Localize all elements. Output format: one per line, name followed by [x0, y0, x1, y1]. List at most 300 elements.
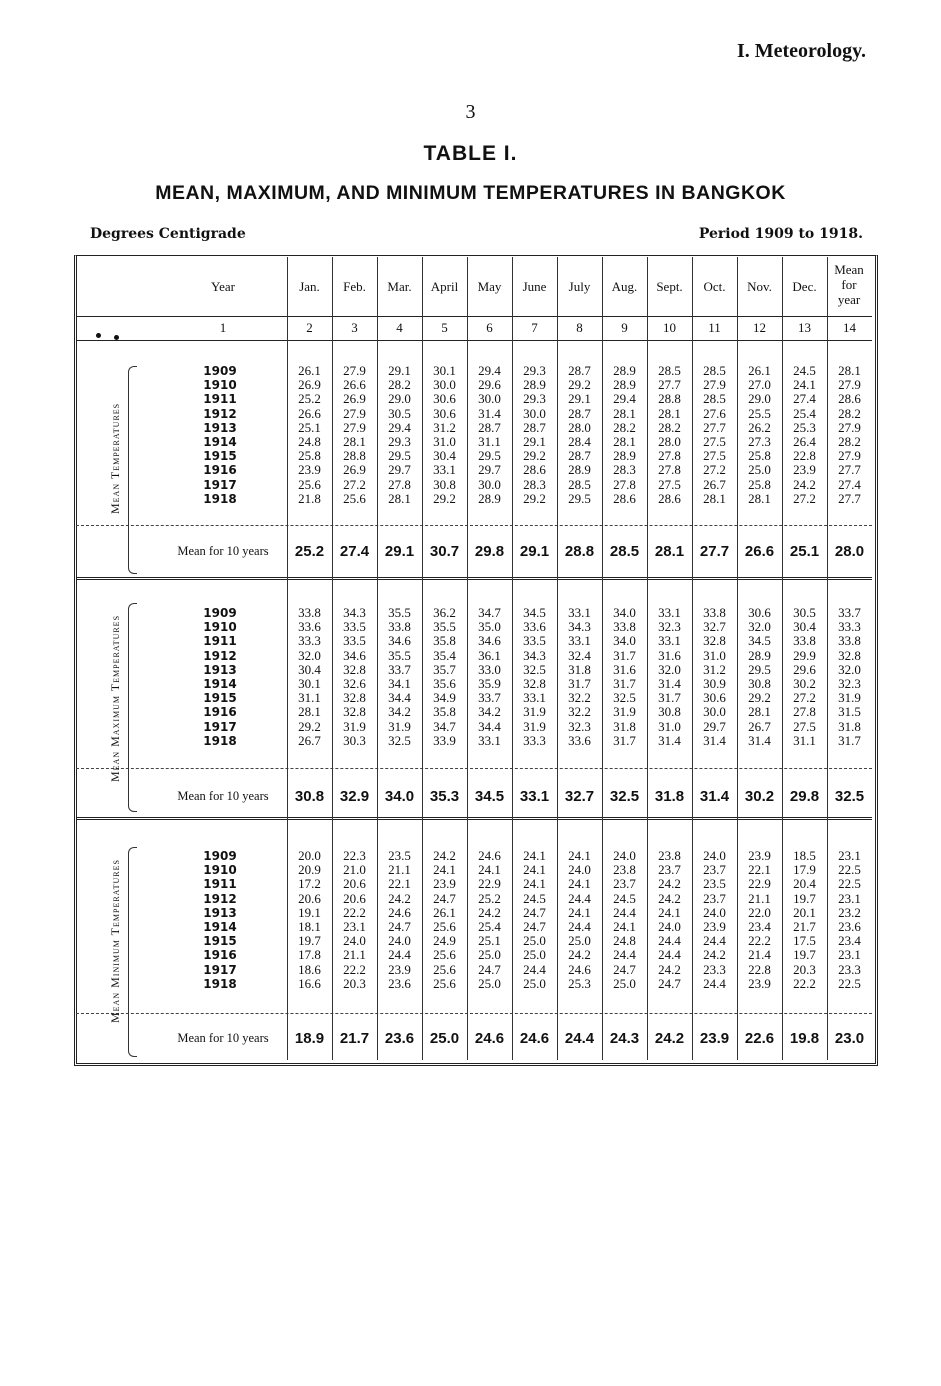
column-number: 7	[531, 320, 538, 335]
data-cell: 20.6	[343, 890, 366, 906]
data-cell: 31.0	[433, 434, 456, 449]
data-cell: 35.8	[433, 633, 456, 649]
table-rule	[76, 577, 872, 580]
data-cell: 28.2	[838, 434, 861, 449]
data-cell: 29.2	[433, 490, 456, 506]
data-cell: 29.0	[388, 391, 411, 407]
data-cell: 24.1	[433, 862, 456, 878]
data-cell: 22.8	[748, 961, 771, 977]
data-cell: 28.1	[658, 405, 681, 421]
data-cell: 27.2	[793, 490, 816, 506]
data-cell: 32.0	[298, 647, 321, 663]
data-cell: 33.7	[838, 605, 861, 620]
data-cell: 29.2	[523, 448, 546, 464]
data-cell: 33.3	[838, 619, 861, 635]
data-cell: 25.2	[298, 391, 321, 407]
data-cell: 28.1	[748, 704, 771, 720]
mean-cell: 28.5	[609, 543, 640, 560]
data-cell: 24.7	[478, 961, 501, 977]
mean-cell: 32.9	[339, 788, 370, 805]
data-cell: 33.5	[343, 633, 366, 649]
data-cell: 34.1	[388, 676, 411, 691]
data-cell: 22.9	[748, 876, 771, 892]
mean-cell: 33.1	[519, 788, 550, 805]
data-cell: 24.4	[613, 904, 636, 920]
data-cell: 28.1	[613, 405, 636, 421]
data-cell: 23.1	[343, 919, 366, 934]
data-cell: 31.4	[658, 732, 681, 748]
year-cell: 1910	[203, 620, 237, 635]
data-cell: 22.2	[343, 961, 366, 977]
data-cell: 20.9	[298, 862, 321, 878]
data-cell: 35.0	[478, 619, 501, 635]
data-cell: 21.7	[793, 919, 816, 934]
data-cell: 25.0	[478, 947, 501, 963]
data-cell: 22.5	[838, 975, 861, 991]
column-number: 10	[663, 320, 676, 335]
data-cell: 28.9	[523, 377, 546, 393]
data-cell: 34.2	[388, 704, 411, 720]
year-cell: 1916	[203, 948, 237, 963]
year-cell: 1914	[203, 435, 237, 449]
data-cell: 29.3	[388, 434, 411, 449]
data-cell: 27.7	[658, 377, 681, 393]
data-cell: 25.0	[523, 975, 546, 991]
column-number: 6	[486, 320, 493, 335]
data-cell: 25.0	[568, 933, 591, 949]
data-cell: 28.9	[748, 647, 771, 663]
mean-cell: 24.2	[654, 1030, 685, 1047]
data-cell: 29.0	[748, 391, 771, 407]
data-cell: 27.8	[613, 476, 636, 492]
data-cell: 24.1	[568, 848, 591, 863]
data-cell: 24.9	[433, 933, 456, 949]
data-cell: 28.7	[568, 448, 591, 464]
data-cell: 33.1	[658, 605, 681, 620]
data-cell: 24.1	[568, 876, 591, 892]
data-cell: 24.4	[388, 947, 411, 963]
data-cell: 22.0	[748, 904, 771, 920]
year-cell: 1917	[203, 962, 237, 977]
mean-row-label: Mean for 10 years	[177, 789, 269, 803]
data-cell: 31.4	[703, 732, 726, 748]
data-cell: 31.1	[478, 434, 501, 449]
data-cell: 23.9	[433, 876, 456, 892]
year-cell: 1911	[203, 634, 237, 649]
data-cell: 34.3	[568, 619, 591, 635]
data-cell: 23.9	[298, 462, 321, 478]
data-cell: 25.6	[433, 975, 456, 991]
column-number: 2	[306, 320, 313, 335]
data-cell: 31.7	[613, 732, 636, 748]
mean-cell: 30.7	[429, 543, 460, 560]
data-cell: 31.1	[298, 690, 321, 706]
data-cell: 27.7	[838, 490, 861, 506]
data-cell: 28.0	[658, 434, 681, 449]
data-cell: 18.1	[298, 919, 321, 934]
year-cell: 1917	[203, 719, 237, 734]
data-cell: 32.7	[703, 619, 726, 635]
data-cell: 34.5	[748, 633, 771, 649]
data-cell: 28.8	[658, 391, 681, 407]
data-cell: 34.6	[343, 647, 366, 663]
year-cell: 1915	[203, 691, 237, 706]
data-cell: 29.4	[388, 419, 411, 435]
data-cell: 24.7	[433, 890, 456, 906]
data-cell: 24.1	[658, 904, 681, 920]
data-cell: 22.8	[793, 448, 816, 464]
data-cell: 30.6	[703, 690, 726, 706]
data-cell: 26.6	[343, 377, 366, 393]
data-cell: 17.9	[793, 862, 816, 878]
data-cell: 24.1	[478, 862, 501, 878]
data-cell: 35.4	[433, 647, 456, 663]
table-rule	[76, 1013, 872, 1014]
data-cell: 30.4	[433, 448, 456, 464]
mean-cell: 29.8	[474, 543, 505, 560]
data-cell: 23.9	[388, 961, 411, 977]
column-number: 3	[351, 320, 358, 335]
mean-cell: 23.6	[384, 1030, 415, 1047]
data-cell: 30.2	[793, 676, 816, 691]
data-cell: 33.1	[658, 633, 681, 649]
data-cell: 25.6	[298, 476, 321, 492]
data-cell: 25.5	[748, 405, 771, 421]
data-cell: 28.8	[343, 448, 366, 464]
data-cell: 30.5	[388, 405, 411, 421]
data-cell: 26.4	[793, 434, 816, 449]
data-cell: 32.4	[568, 647, 591, 663]
data-cell: 31.4	[478, 405, 501, 421]
data-cell: 24.7	[523, 919, 546, 934]
data-cell: 31.7	[613, 647, 636, 663]
data-cell: 30.6	[748, 605, 771, 620]
data-cell: 21.1	[343, 947, 366, 963]
data-cell: 28.5	[703, 363, 726, 378]
data-cell: 32.5	[523, 661, 546, 677]
data-cell: 26.9	[298, 377, 321, 393]
data-cell: 28.2	[838, 405, 861, 421]
data-cell: 20.0	[298, 848, 321, 863]
data-cell: 28.6	[523, 462, 546, 478]
data-cell: 18.6	[298, 961, 321, 977]
data-cell: 32.8	[343, 704, 366, 720]
data-cell: 31.5	[838, 704, 861, 720]
table-label: TABLE I.	[423, 142, 518, 165]
data-cell: 32.3	[568, 718, 591, 734]
data-cell: 24.4	[568, 919, 591, 934]
data-cell: 32.2	[568, 704, 591, 720]
data-cell: 33.8	[613, 619, 636, 635]
data-cell: 24.4	[523, 961, 546, 977]
data-cell: 24.0	[388, 933, 411, 949]
data-cell: 29.2	[748, 690, 771, 706]
data-cell: 28.1	[703, 490, 726, 506]
data-cell: 27.0	[748, 377, 771, 393]
data-cell: 33.8	[703, 605, 726, 620]
mean-cell: 29.8	[789, 788, 820, 805]
data-cell: 33.6	[298, 619, 321, 635]
data-cell: 28.5	[568, 476, 591, 492]
data-cell: 30.1	[433, 363, 456, 378]
data-cell: 28.1	[838, 363, 861, 378]
data-cell: 23.7	[613, 876, 636, 892]
data-cell: 32.3	[658, 619, 681, 635]
year-cell: 1909	[203, 364, 237, 378]
data-cell: 25.8	[748, 448, 771, 464]
data-cell: 24.6	[478, 848, 501, 863]
data-cell: 26.9	[343, 391, 366, 407]
data-cell: 33.1	[523, 690, 546, 706]
data-cell: 30.3	[343, 732, 366, 748]
data-cell: 26.1	[298, 363, 321, 378]
data-cell: 24.4	[568, 890, 591, 906]
data-cell: 29.5	[478, 448, 501, 464]
data-cell: 23.4	[748, 919, 771, 934]
mean-cell: 27.4	[339, 543, 370, 560]
data-cell: 33.7	[478, 690, 501, 706]
data-cell: 24.1	[523, 876, 546, 892]
data-cell: 31.8	[838, 718, 861, 734]
data-cell: 28.9	[478, 490, 501, 506]
data-cell: 25.1	[298, 419, 321, 435]
data-cell: 23.1	[838, 890, 861, 906]
data-cell: 30.0	[703, 704, 726, 720]
data-cell: 24.5	[613, 890, 636, 906]
data-cell: 30.0	[478, 476, 501, 492]
period-label: Period 1909 to 1918.	[698, 226, 863, 242]
data-cell: 24.2	[433, 848, 456, 863]
group-brace	[128, 603, 137, 812]
header-july: July	[568, 279, 591, 294]
data-cell: 23.9	[748, 848, 771, 863]
data-cell: 30.0	[433, 377, 456, 393]
data-cell: 17.5	[793, 933, 816, 949]
column-number: 1	[219, 320, 227, 335]
data-cell: 24.2	[568, 947, 591, 963]
data-cell: 32.5	[613, 690, 636, 706]
dot-mark	[96, 333, 101, 338]
data-cell: 24.1	[523, 848, 546, 863]
mean-cell: 31.4	[699, 788, 730, 805]
data-cell: 28.7	[523, 419, 546, 435]
data-cell: 17.2	[298, 876, 321, 892]
mean-cell: 24.6	[474, 1030, 505, 1047]
data-cell: 27.5	[793, 718, 816, 734]
data-cell: 22.5	[838, 862, 861, 878]
header-may: May	[477, 279, 502, 294]
data-cell: 33.7	[388, 661, 411, 677]
data-cell: 24.0	[613, 848, 636, 863]
data-cell: 27.9	[703, 377, 726, 393]
year-cell: 1911	[203, 877, 237, 892]
data-cell: 21.1	[388, 862, 411, 878]
data-cell: 19.1	[298, 904, 321, 920]
data-cell: 23.7	[703, 890, 726, 906]
data-cell: 31.9	[343, 718, 366, 734]
mean-cell: 18.9	[294, 1030, 325, 1047]
year-cell: 1918	[203, 733, 237, 748]
data-cell: 29.2	[298, 718, 321, 734]
data-cell: 23.6	[388, 975, 411, 991]
table-title: MEAN, MAXIMUM, AND MINIMUM TEMPERATURES IN BANGKOK	[155, 182, 786, 204]
data-cell: 25.3	[568, 975, 591, 991]
data-cell: 31.1	[793, 732, 816, 748]
year-cell: 1913	[203, 905, 237, 920]
data-cell: 25.1	[478, 933, 501, 949]
data-cell: 21.4	[748, 947, 771, 963]
mean-row-label: Mean for 10 years	[177, 544, 269, 558]
mean-cell: 24.6	[519, 1030, 550, 1047]
data-cell: 27.8	[658, 448, 681, 464]
year-cell: 1914	[203, 920, 237, 934]
data-cell: 31.9	[613, 704, 636, 720]
data-cell: 31.9	[523, 704, 546, 720]
mean-cell: 32.5	[834, 788, 865, 805]
data-cell: 20.6	[298, 890, 321, 906]
data-cell: 29.1	[388, 363, 411, 378]
data-cell: 23.3	[703, 961, 726, 977]
data-cell: 33.1	[568, 633, 591, 649]
data-cell: 33.9	[433, 732, 456, 748]
data-cell: 34.4	[478, 718, 501, 734]
page-number: 3	[465, 101, 476, 123]
data-cell: 28.6	[838, 391, 861, 407]
data-cell: 22.1	[748, 862, 771, 878]
data-cell: 31.9	[838, 690, 861, 706]
data-cell: 29.7	[478, 462, 501, 478]
data-cell: 24.4	[658, 947, 681, 963]
data-cell: 28.1	[298, 704, 321, 720]
data-cell: 20.6	[343, 876, 366, 892]
data-cell: 32.8	[703, 633, 726, 649]
data-cell: 33.8	[838, 633, 861, 649]
data-cell: 24.1	[568, 904, 591, 920]
data-cell: 33.1	[433, 462, 456, 478]
data-cell: 34.3	[343, 605, 366, 620]
data-cell: 30.6	[433, 405, 456, 421]
data-cell: 31.8	[568, 661, 591, 677]
data-cell: 24.1	[793, 377, 816, 393]
column-number: 14	[843, 320, 856, 335]
data-cell: 34.2	[478, 704, 501, 720]
data-cell: 30.0	[523, 405, 546, 421]
data-cell: 21.1	[748, 890, 771, 906]
header-mean-for-year: Mean for year	[834, 262, 864, 307]
header-nov: Nov.	[747, 279, 772, 294]
data-cell: 31.0	[703, 647, 726, 663]
data-cell: 27.4	[838, 476, 861, 492]
mean-row-label: Mean for 10 years	[177, 1031, 269, 1045]
data-cell: 32.6	[343, 676, 366, 691]
year-cell: 1918	[203, 491, 237, 506]
data-cell: 35.5	[388, 605, 411, 620]
year-cell: 1911	[203, 392, 237, 407]
data-cell: 35.6	[433, 676, 456, 691]
mean-cell: 28.0	[834, 543, 865, 560]
data-cell: 22.3	[343, 848, 366, 863]
mean-cell: 32.7	[564, 788, 595, 805]
data-cell: 27.5	[658, 476, 681, 492]
data-cell: 24.4	[613, 947, 636, 963]
year-cell: 1915	[203, 934, 237, 949]
group-label-3: Mean Minimum Temperatures	[108, 859, 122, 1024]
year-cell: 1912	[203, 406, 237, 421]
header-mar: Mar.	[387, 279, 412, 294]
table-rule	[76, 525, 872, 526]
data-cell: 29.3	[523, 363, 546, 378]
mean-cell: 28.8	[564, 543, 595, 560]
data-cell: 25.2	[478, 890, 501, 906]
header-aug: Aug.	[611, 279, 638, 294]
data-cell: 25.4	[478, 919, 501, 934]
data-cell: 22.1	[388, 876, 411, 892]
data-cell: 27.5	[703, 448, 726, 464]
data-cell: 24.7	[613, 961, 636, 977]
header-april: April	[430, 279, 459, 294]
data-cell: 27.7	[703, 419, 726, 435]
data-cell: 32.0	[838, 661, 861, 677]
data-cell: 27.8	[388, 476, 411, 492]
mean-cell: 34.0	[384, 788, 415, 805]
data-cell: 34.9	[433, 690, 456, 706]
data-cell: 31.7	[613, 676, 636, 691]
data-cell: 24.0	[703, 848, 726, 863]
data-cell: 31.9	[523, 718, 546, 734]
data-cell: 24.8	[613, 933, 636, 949]
data-cell: 20.1	[793, 904, 816, 920]
data-cell: 24.2	[658, 890, 681, 906]
mean-cell: 29.1	[384, 543, 415, 560]
header-year: Year	[211, 279, 235, 294]
header-jan: Jan.	[299, 279, 320, 294]
data-cell: 22.5	[838, 876, 861, 892]
data-cell: 24.2	[793, 476, 816, 492]
data-cell: 27.9	[838, 448, 861, 464]
data-cell: 32.8	[523, 676, 546, 691]
data-cell: 29.3	[523, 391, 546, 407]
group-label-2: Mean Maximum Temperatures	[108, 615, 122, 783]
data-cell: 33.3	[298, 633, 321, 649]
data-cell: 29.7	[388, 462, 411, 478]
mean-cell: 27.7	[699, 543, 730, 560]
data-cell: 24.1	[523, 862, 546, 878]
data-cell: 30.4	[793, 619, 816, 635]
data-cell: 30.8	[748, 676, 771, 691]
data-cell: 30.1	[298, 676, 321, 691]
data-cell: 27.3	[748, 434, 771, 449]
data-cell: 29.4	[478, 363, 501, 378]
data-cell: 34.7	[433, 718, 456, 734]
column-number: 5	[441, 320, 448, 335]
data-cell: 29.1	[568, 391, 591, 407]
data-cell: 27.9	[838, 377, 861, 393]
data-cell: 24.6	[388, 904, 411, 920]
mean-cell: 24.3	[609, 1030, 640, 1047]
data-cell: 31.7	[568, 676, 591, 691]
data-cell: 34.3	[523, 647, 546, 663]
data-cell: 27.9	[343, 419, 366, 435]
data-cell: 27.9	[343, 405, 366, 421]
data-cell: 24.2	[658, 876, 681, 892]
data-cell: 24.2	[658, 961, 681, 977]
data-cell: 24.2	[478, 904, 501, 920]
data-cell: 24.7	[388, 919, 411, 934]
mean-cell: 30.2	[744, 788, 775, 805]
data-cell: 16.6	[298, 975, 321, 991]
data-cell: 31.4	[658, 676, 681, 691]
data-cell: 30.4	[298, 661, 321, 677]
